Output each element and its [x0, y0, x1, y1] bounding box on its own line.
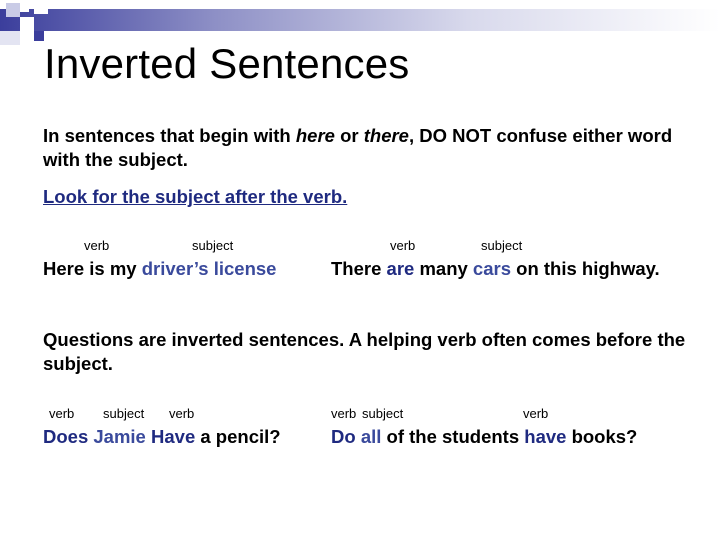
intro-paragraph — [43, 124, 703, 172]
sentence-word: my — [104, 258, 142, 279]
decor-square — [34, 31, 44, 41]
sentence-verb: are — [386, 258, 415, 279]
subject-label: subject — [192, 238, 234, 253]
subject-label: subject — [481, 238, 523, 253]
intro-text-end: , DO NOT confuse either word with the subject. — [43, 125, 673, 170]
sentence-verb: Do — [331, 426, 356, 447]
slide-title: Inverted Sentences — [44, 40, 410, 87]
intro-text: In sentences that begin with — [43, 125, 296, 146]
sentence-verb: have — [524, 426, 567, 447]
decor-square — [20, 3, 29, 12]
questions-paragraph: Questions are inverted sentences. A helping verb often comes before the subject. — [43, 329, 686, 374]
decor-square — [0, 31, 20, 45]
intro-here: here — [295, 125, 335, 146]
verb-label: verb — [84, 238, 110, 253]
sentence-word: There — [331, 258, 387, 279]
subject-label: subject — [103, 406, 145, 421]
verb-label: verb — [169, 406, 195, 421]
intro-there: there — [363, 125, 409, 146]
sentence-verb: is — [89, 258, 105, 279]
example-sentence-1 — [43, 258, 276, 280]
sentence-word: many — [414, 258, 473, 279]
title-gradient-bar — [0, 9, 720, 31]
sentence-word: on this highway. — [511, 258, 660, 279]
sentence-subject: all — [360, 426, 382, 447]
sentence-word: Here — [43, 258, 90, 279]
example-sentence-3 — [43, 426, 281, 448]
example-sentence-4 — [331, 426, 637, 448]
sentence-word: books? — [566, 426, 638, 447]
sentence-word: of the students — [381, 426, 525, 447]
sentence-subject: driver’s license — [141, 258, 277, 279]
subject-label: subject — [362, 406, 404, 421]
decor-square — [6, 3, 20, 17]
decor-square — [20, 17, 34, 31]
verb-label: verb — [49, 406, 75, 421]
verb-label: verb — [390, 238, 416, 253]
tip-text: Look for the subject after the verb. — [43, 186, 348, 207]
verb-label: verb — [523, 406, 549, 421]
sentence-verb: Have — [151, 426, 196, 447]
sentence-verb: Does — [43, 426, 89, 447]
example-sentence-2 — [331, 258, 660, 280]
verb-label: verb — [331, 406, 357, 421]
sentence-subject: Jamie — [93, 426, 146, 447]
intro-or: or — [334, 125, 364, 146]
sentence-subject: cars — [472, 258, 511, 279]
sentence-word: a pencil? — [195, 426, 281, 447]
decor-square — [34, 0, 48, 14]
